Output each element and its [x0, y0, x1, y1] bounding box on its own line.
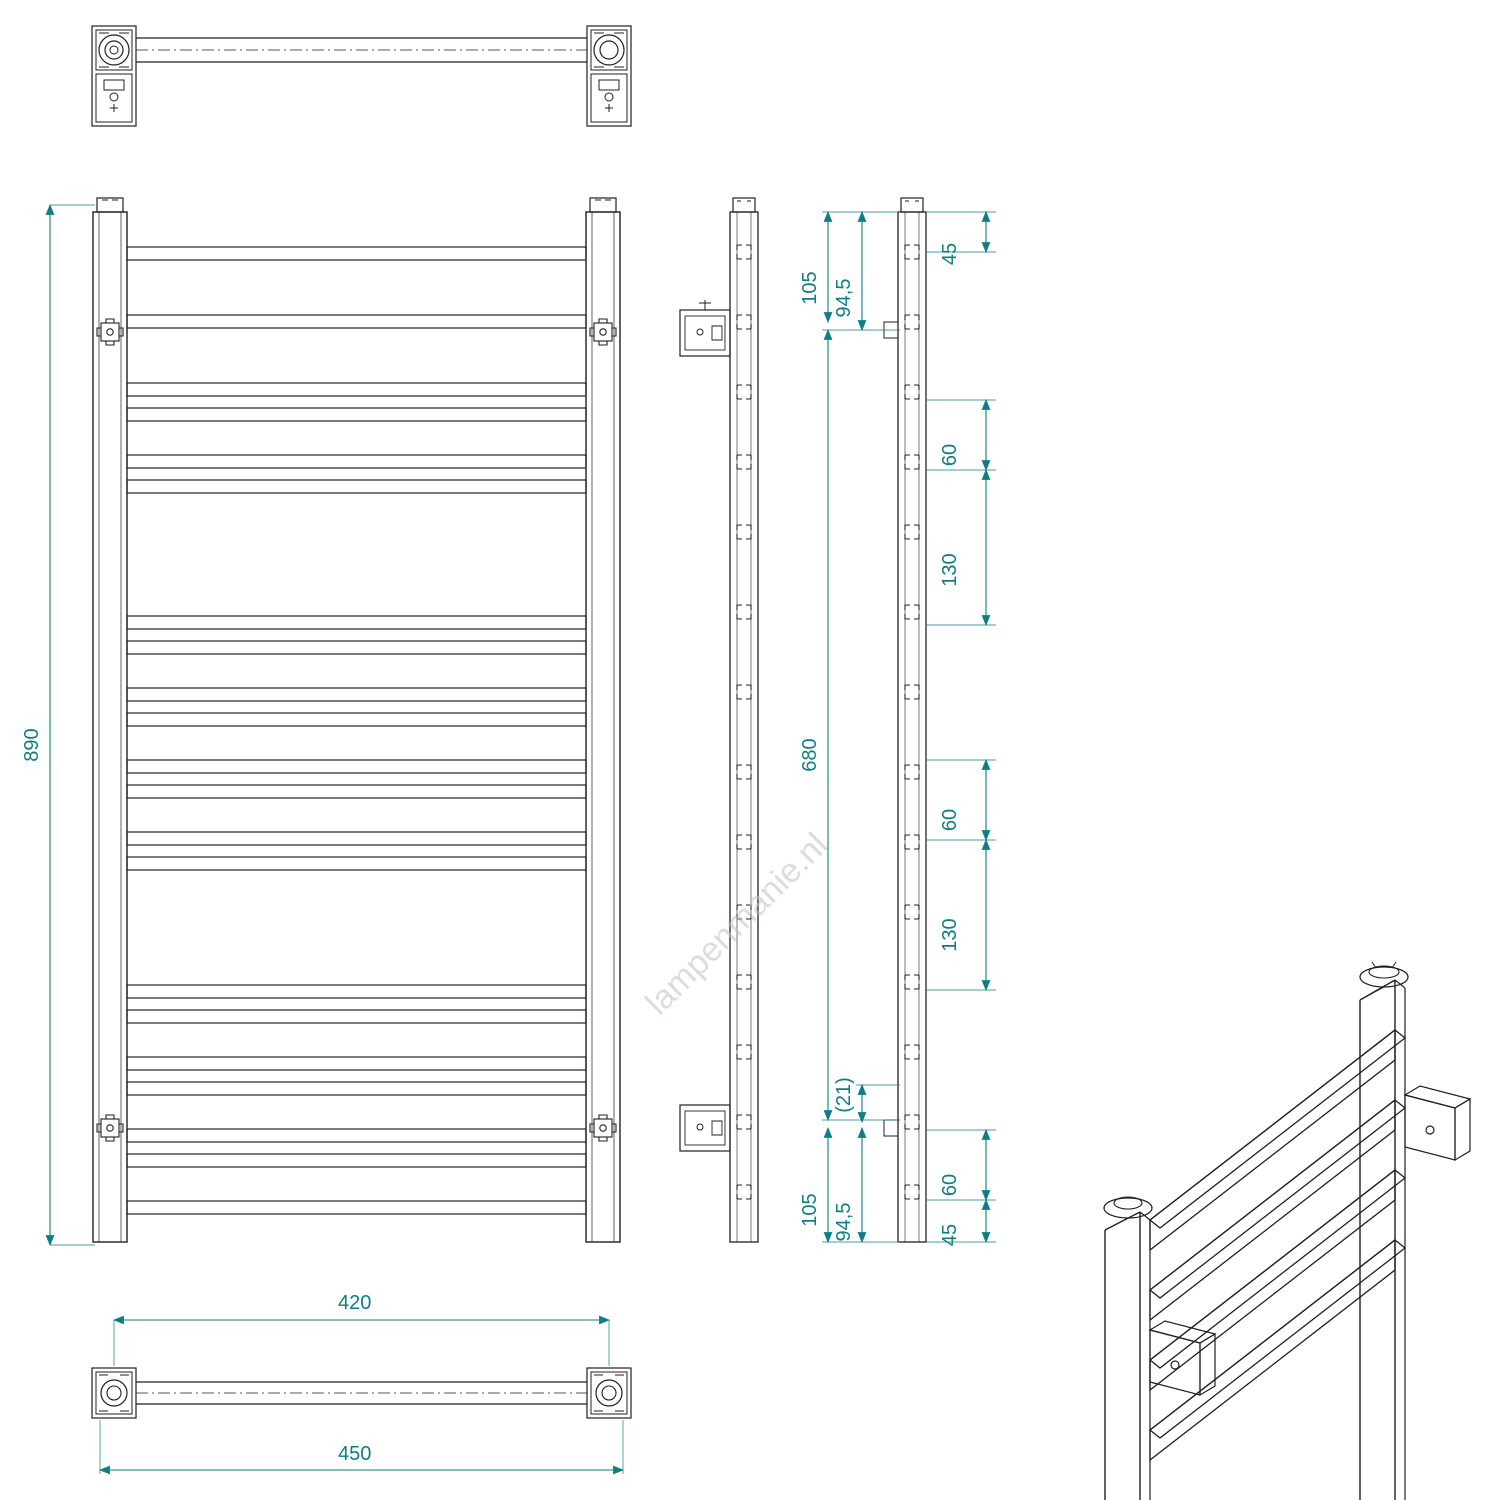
dimension-label-420: 420	[338, 1292, 372, 1314]
right-side-section-view	[884, 198, 926, 1242]
dimension-890	[50, 205, 95, 1245]
dimension-label-890: 890	[21, 728, 43, 762]
wall-bracket-upper-left	[680, 300, 730, 356]
dimension-label-130-b: 130	[939, 918, 961, 952]
dimension-label-45-top: 45	[939, 242, 961, 266]
dimension-label-945-bottom: 94,5	[833, 1202, 855, 1242]
dimension-label-945-top: 94,5	[833, 278, 855, 318]
wall-bracket-lower-left	[680, 1105, 730, 1151]
isometric-detail-view	[1104, 962, 1470, 1500]
dimension-chain-right	[926, 212, 996, 1242]
dimension-label-60-c: 60	[939, 1173, 961, 1197]
front-elevation-view	[93, 198, 620, 1242]
left-side-section-view	[680, 198, 758, 1242]
dimension-label-105-bottom: 105	[799, 1193, 821, 1227]
watermark-text: lampenmanie.nl	[638, 825, 835, 1023]
dimension-label-60-b: 60	[939, 808, 961, 832]
dimension-label-680: 680	[799, 738, 821, 772]
dimension-label-105-top: 105	[799, 271, 821, 305]
dimension-label-60-a: 60	[939, 443, 961, 467]
dimension-label-130-a: 130	[939, 553, 961, 587]
dimension-label-450: 450	[338, 1443, 372, 1465]
top-plan-view	[92, 26, 631, 126]
dimension-label-45-bottom: 45	[939, 1223, 961, 1247]
dimension-label-21: (21)	[833, 1077, 855, 1113]
